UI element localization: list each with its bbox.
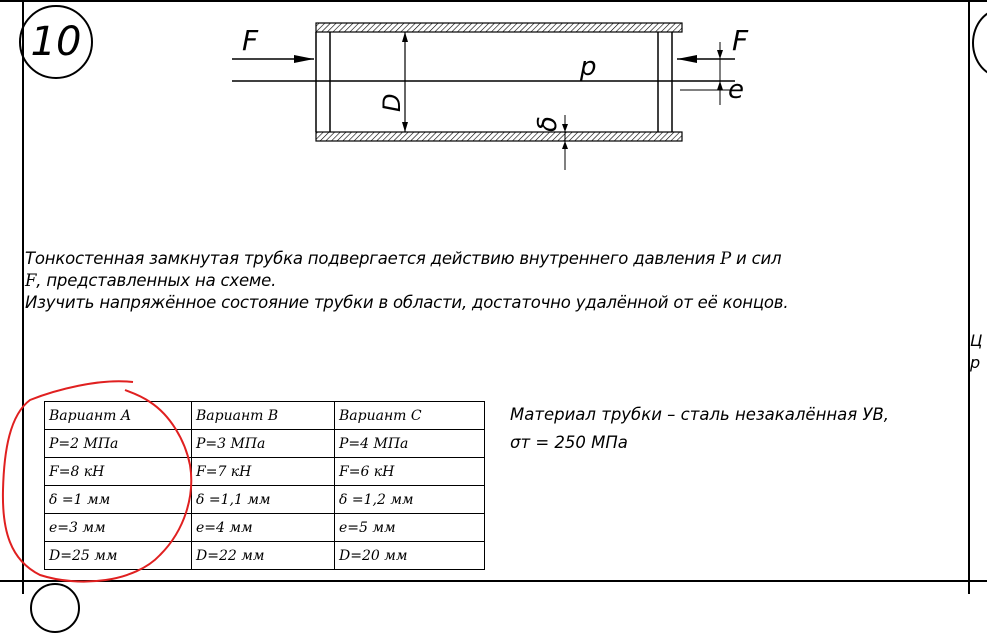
label-p: p (580, 52, 597, 82)
table-cell: Вариант C (335, 402, 485, 430)
table-cell: δ =1,2 мм (335, 486, 485, 514)
material-info (510, 401, 889, 457)
yield-strength: σт = 250 МПа (510, 433, 628, 452)
statement-line-3: Изучить напряжённое состояние трубки в области, достаточно удалённой от её концов. (25, 293, 789, 312)
table-cell: P=2 МПа (45, 430, 192, 458)
tube-diagram (220, 20, 780, 180)
next-problem-circle (972, 8, 987, 78)
table-cell: P=3 МПа (192, 430, 335, 458)
frame-right-border (968, 0, 970, 594)
table-cell: δ =1 мм (45, 486, 192, 514)
tube-top-wall (316, 23, 682, 32)
table-cell: D=22 мм (192, 542, 335, 570)
material-line: Материал трубки – сталь незакалённая УВ, (510, 405, 890, 424)
tube-bottom-wall (316, 132, 682, 141)
table-cell: D=25 мм (45, 542, 192, 570)
table-cell: P=4 МПа (335, 430, 485, 458)
table-cell: e=5 мм (335, 514, 485, 542)
table-cell: e=3 мм (45, 514, 192, 542)
red-circle-annotation (0, 370, 220, 594)
label-e: e (728, 75, 744, 105)
statement-line-2: F, представленных на схеме. (25, 271, 277, 290)
label-F-right: F (732, 24, 749, 57)
table-cell: F=6 кН (335, 458, 485, 486)
side-text-cutoff: Ц р (970, 331, 983, 372)
frame-top-border (0, 0, 987, 2)
table-cell: Вариант B (192, 402, 335, 430)
table-cell: F=8 кН (45, 458, 192, 486)
label-D: D (378, 93, 406, 112)
symbol-P: P (720, 249, 731, 268)
table-cell: e=4 мм (192, 514, 335, 542)
problem-number: 10 (19, 5, 93, 79)
statement-line-1: Тонкостенная замкнутая трубка подвергается действию внутреннего давления P и сил (25, 249, 782, 268)
table-cell: Вариант A (45, 402, 192, 430)
problem-statement (25, 248, 955, 314)
label-delta: δ (533, 116, 563, 132)
symbol-F: F (25, 271, 37, 290)
table-cell: D=20 мм (335, 542, 485, 570)
table-cell: δ =1,1 мм (192, 486, 335, 514)
table-cell: F=7 кН (192, 458, 335, 486)
label-F-left: F (242, 24, 259, 57)
